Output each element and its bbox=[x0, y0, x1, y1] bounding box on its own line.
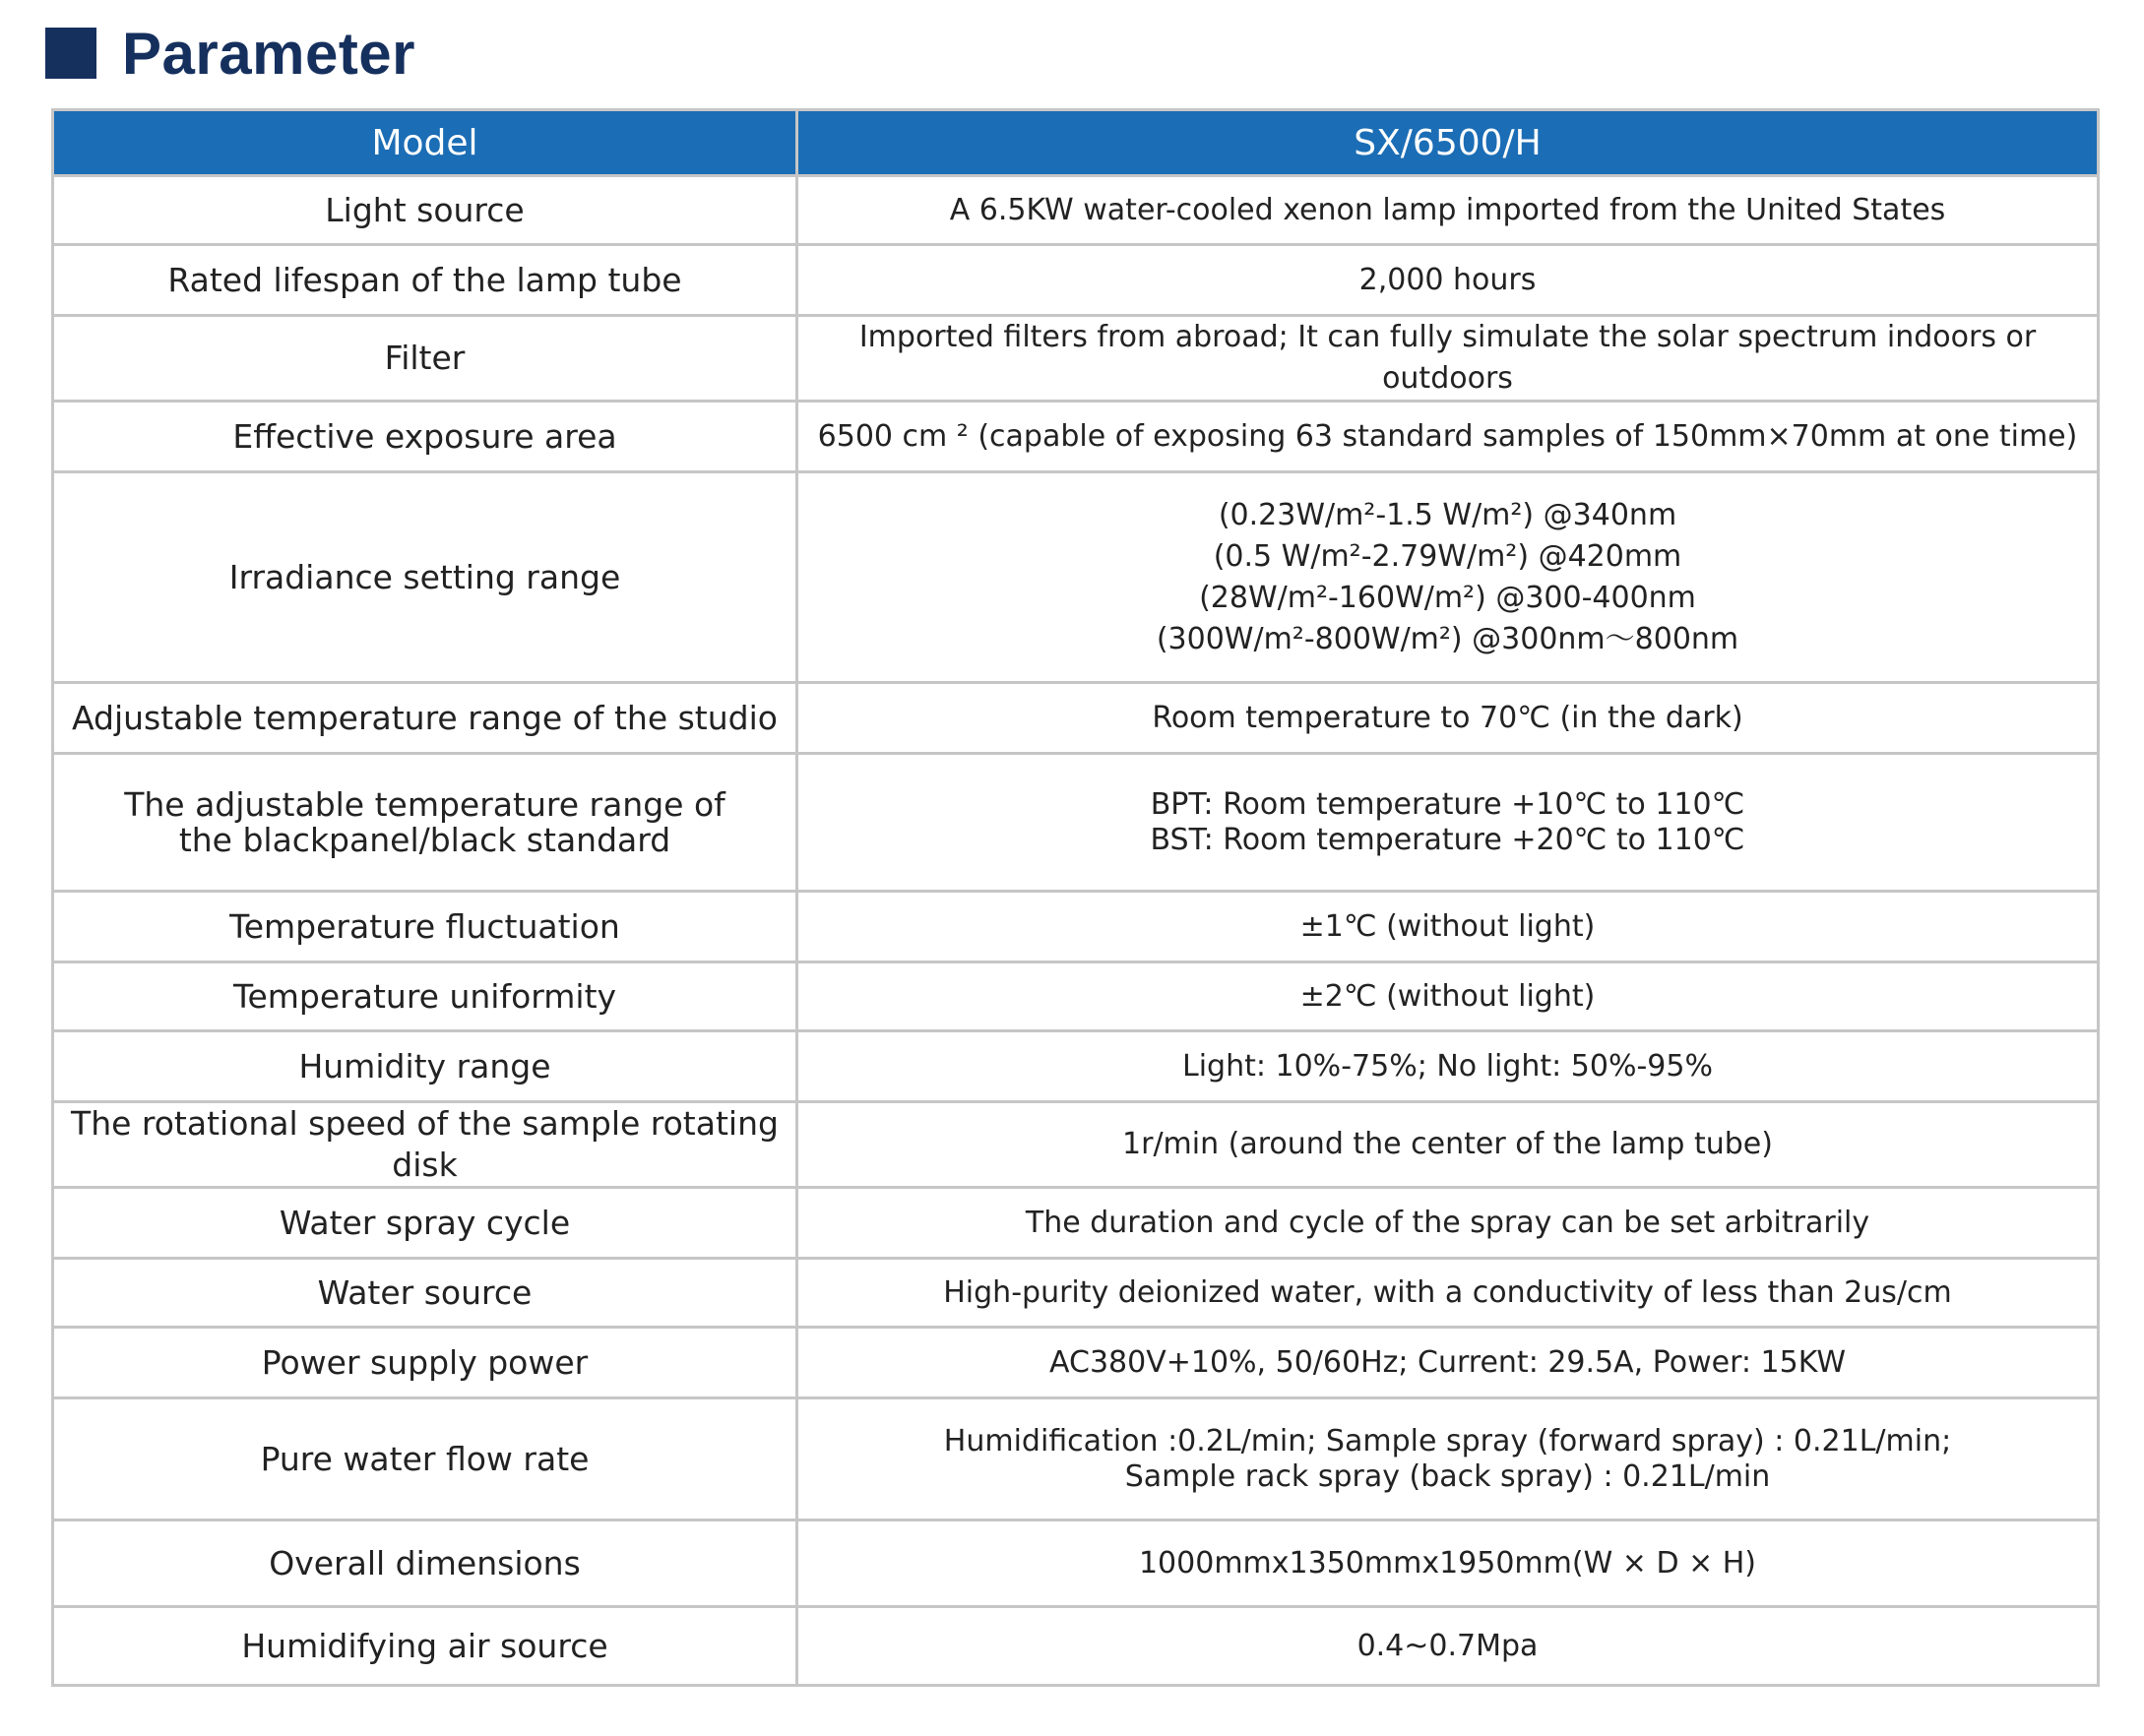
parameter-label-line: Effective exposure area bbox=[232, 416, 617, 456]
parameter-label bbox=[53, 892, 797, 962]
parameter-label-line: Irradiance setting range bbox=[228, 557, 621, 596]
parameter-value-line: 2,000 hours bbox=[1358, 262, 1537, 297]
table-row bbox=[53, 245, 2099, 316]
parameter-value-line: 1000mmx1350mmx1950mm(W × D × H) bbox=[1138, 1545, 1757, 1581]
parameter-value bbox=[797, 176, 2099, 245]
parameter-value bbox=[797, 1398, 2099, 1520]
header-model-label: Model bbox=[53, 110, 797, 176]
table-row bbox=[53, 472, 2099, 683]
table-header-row bbox=[53, 110, 2099, 176]
parameter-label bbox=[53, 683, 797, 754]
parameter-value bbox=[797, 316, 2099, 402]
parameter-value-line: BST: Room temperature +20℃ to 110℃ bbox=[1150, 822, 1745, 857]
parameter-label-line: Temperature uniformity bbox=[232, 976, 617, 1016]
parameter-value-line: Imported filters from abroad; It can fully simulate the solar spectrum indoors or outdoors bbox=[858, 320, 2037, 396]
table-row bbox=[53, 316, 2099, 402]
parameter-label bbox=[53, 1520, 797, 1607]
table-row bbox=[53, 683, 2099, 754]
parameter-value-line: 1r/min (around the center of the lamp tube) bbox=[1122, 1127, 1773, 1161]
parameter-label bbox=[53, 1102, 797, 1188]
parameter-label bbox=[53, 1328, 797, 1398]
parameter-value-line: ±2℃ (without light) bbox=[1299, 978, 1596, 1014]
header-model-value: SX/6500/H bbox=[797, 110, 2099, 176]
parameter-label-line: Rated lifespan of the lamp tube bbox=[167, 260, 682, 299]
parameter-value-line: High-purity deionized water, with a conductivity of less than 2us/cm bbox=[943, 1274, 1952, 1310]
parameter-value-line: ±1℃ (without light) bbox=[1299, 908, 1596, 944]
parameter-value-line: 6500 cm ² (capable of exposing 63 standard samples of 150mm×70mm at one time) bbox=[817, 418, 2078, 454]
parameter-value bbox=[797, 1328, 2099, 1398]
table-row bbox=[53, 1102, 2099, 1188]
table-row bbox=[53, 176, 2099, 245]
table-row bbox=[53, 1328, 2099, 1398]
parameter-label-line: Humidifying air source bbox=[241, 1626, 608, 1665]
parameter-value bbox=[797, 1520, 2099, 1607]
parameter-value bbox=[797, 962, 2099, 1031]
parameter-label bbox=[53, 1259, 797, 1328]
parameter-label bbox=[53, 316, 797, 402]
parameter-value bbox=[797, 1188, 2099, 1259]
parameter-label-line: The rotational speed of the sample rotating disk bbox=[71, 1104, 779, 1184]
parameter-label-line: the blackpanel/black standard bbox=[178, 820, 671, 859]
table-row bbox=[53, 892, 2099, 962]
table-row bbox=[53, 962, 2099, 1031]
page-title: Parameter bbox=[122, 20, 416, 87]
parameter-label bbox=[53, 1031, 797, 1102]
parameter-value-line: A 6.5KW water-cooled xenon lamp imported from the United States bbox=[949, 192, 1946, 227]
parameter-label-line: Pure water flow rate bbox=[260, 1439, 590, 1478]
parameter-label-line: Power supply power bbox=[261, 1342, 589, 1382]
parameter-value bbox=[797, 1031, 2099, 1102]
parameter-label bbox=[53, 402, 797, 472]
parameter-label-line: Temperature fluctuation bbox=[229, 906, 620, 946]
table-row bbox=[53, 754, 2099, 892]
parameter-value-line: (0.5 W/m²-2.79W/m²) @420mm bbox=[1213, 538, 1682, 574]
heading-square-icon bbox=[45, 28, 96, 79]
parameter-value bbox=[797, 1102, 2099, 1188]
parameter-label bbox=[53, 1398, 797, 1520]
parameter-value-line: BPT: Room temperature +10℃ to 110℃ bbox=[1150, 786, 1745, 822]
parameter-value-line: Humidification :0.2L/min; Sample spray (forward spray) : 0.21L/min; bbox=[943, 1423, 1952, 1458]
parameter-label-line: Light source bbox=[325, 190, 525, 229]
parameter-value bbox=[797, 1259, 2099, 1328]
parameter-value-line: (0.23W/m²-1.5 W/m²) @340nm bbox=[1218, 497, 1677, 532]
parameter-label bbox=[53, 1188, 797, 1259]
table-row bbox=[53, 1398, 2099, 1520]
parameter-value-line: Room temperature to 70℃ (in the dark) bbox=[1152, 700, 1743, 735]
parameter-value bbox=[797, 402, 2099, 472]
table-row bbox=[53, 1031, 2099, 1102]
parameter-label-line: The adjustable temperature range of bbox=[124, 784, 725, 824]
parameter-value-line: (28W/m²-160W/m²) @300-400nm bbox=[1199, 580, 1696, 615]
parameter-label bbox=[53, 1607, 797, 1686]
parameter-value-line: Sample rack spray (back spray) : 0.21L/min bbox=[1124, 1458, 1771, 1494]
parameter-value bbox=[797, 892, 2099, 962]
parameter-label bbox=[53, 754, 797, 892]
parameter-label-line: Overall dimensions bbox=[269, 1543, 581, 1582]
section-heading bbox=[45, 18, 415, 89]
table-row bbox=[53, 1520, 2099, 1607]
table-row bbox=[53, 1607, 2099, 1686]
parameter-value-line: (300W/m²-800W/m²) @300nm～800nm bbox=[1156, 621, 1739, 656]
parameter-label-line: Filter bbox=[384, 339, 466, 377]
parameter-value-line: AC380V+10%, 50/60Hz; Current: 29.5A, Power: 15KW bbox=[1049, 1344, 1846, 1380]
parameter-table bbox=[51, 108, 2100, 1687]
parameter-value bbox=[797, 754, 2099, 892]
parameter-label bbox=[53, 245, 797, 316]
parameter-label-line: Humidity range bbox=[298, 1046, 551, 1085]
parameter-value bbox=[797, 683, 2099, 754]
parameter-value-line: The duration and cycle of the spray can be set arbitrarily bbox=[1025, 1205, 1870, 1240]
parameter-label-line: Adjustable temperature range of the studio bbox=[72, 698, 778, 737]
parameter-label bbox=[53, 962, 797, 1031]
parameter-label bbox=[53, 176, 797, 245]
parameter-value-line: Light: 10%-75%; No light: 50%-95% bbox=[1182, 1048, 1713, 1084]
parameter-value bbox=[797, 245, 2099, 316]
parameter-value bbox=[797, 1607, 2099, 1686]
parameter-label-line: Water source bbox=[317, 1272, 533, 1312]
parameter-value bbox=[797, 472, 2099, 683]
table-row bbox=[53, 402, 2099, 472]
parameter-label-line: Water spray cycle bbox=[279, 1203, 571, 1242]
parameter-value-line: 0.4~0.7Mpa bbox=[1356, 1628, 1539, 1663]
table-row bbox=[53, 1188, 2099, 1259]
parameter-label bbox=[53, 472, 797, 683]
table-row bbox=[53, 1259, 2099, 1328]
